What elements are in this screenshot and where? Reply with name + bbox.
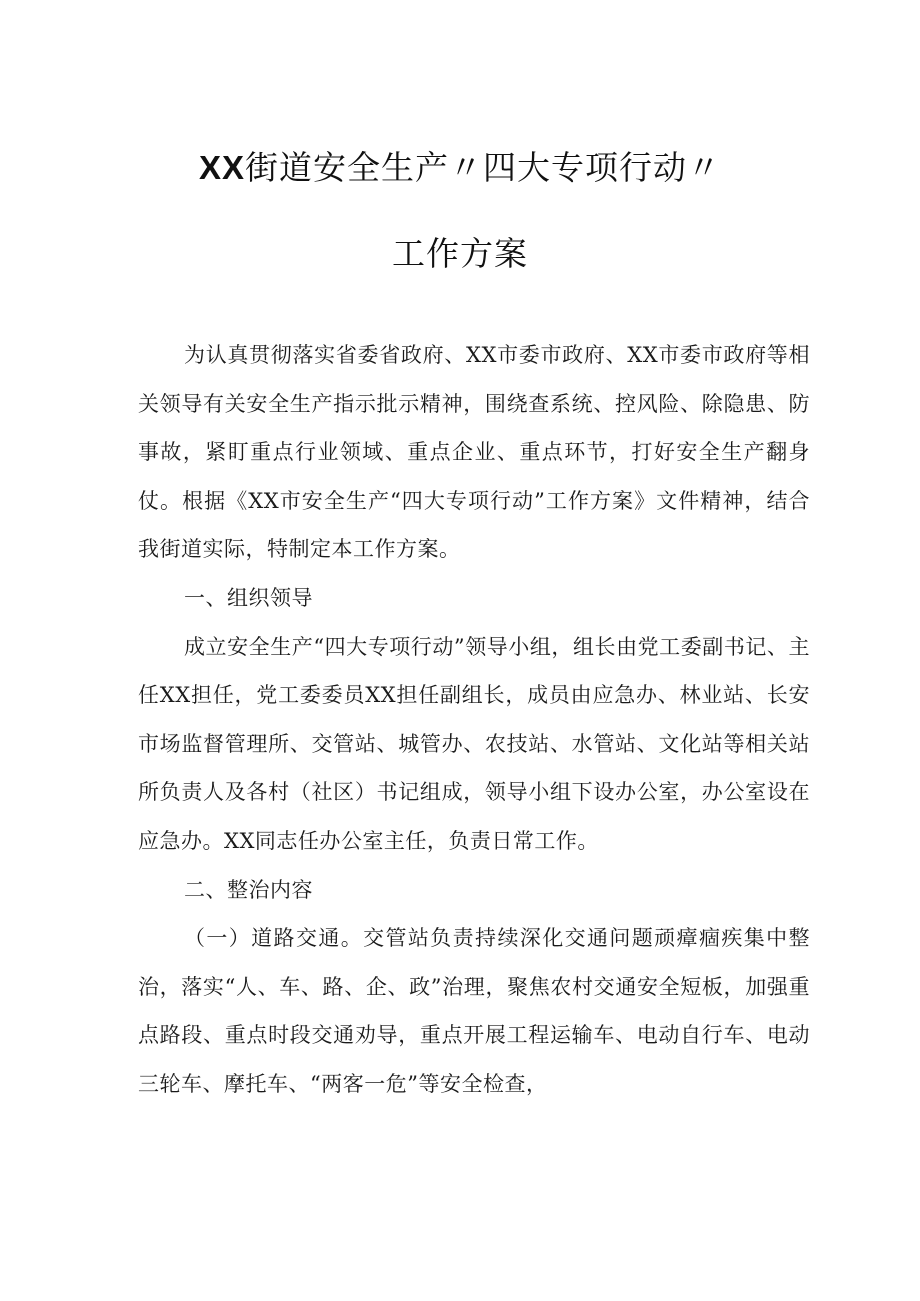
title-xx: XX <box>198 149 246 186</box>
section2-item1-paragraph: （一）道路交通。交管站负责持续深化交通问题顽瘴痼疾集中整治，落实“人、车、路、企、政”治理，聚焦农村交通安全短板，加强重点路段、重点时段交通劝导，重点开展工程运输车、电动自行车、电动三轮车、摩托车、“两客一危”等安全检查， <box>138 926 810 1096</box>
section1-paragraph: 成立安全生产“四大专项行动”领导小组，组长由党工委副书记、主任XX担任，党工委委员XX担任副组长，成员由应急办、林业站、长安市场监督管理所、交管站、城管办、农技站、水管站、文化站等相关站所负责人及各村（社区）书记组成，领导小组下设办公室，办公室设在应急办。XX同志任办公室主任，负责日常工作。 <box>138 634 810 853</box>
intro-paragraph: 为认真贯彻落实省委省政府、XX市委市政府、XX市委市政府等相关领导有关安全生产指示批示精神，围绕查系统、控风险、除隐患、防事故，紧盯重点行业领域、重点企业、重点环节，打好安全生产翻身仗。根据《XX市安全生产“四大专项行动”工作方案》文件精神，结合我街道实际，特制定本工作方案。 <box>138 343 810 562</box>
document-title-line2: 工作方案 <box>392 234 528 273</box>
section2-heading: 二、整治内容 <box>184 877 313 902</box>
document-title-line1 <box>0 142 920 189</box>
section1-heading: 一、组织领导 <box>184 585 313 610</box>
title-line1-text: 街道安全生产〃四大专项行动〃 <box>245 148 722 187</box>
document-body <box>138 331 810 1109</box>
